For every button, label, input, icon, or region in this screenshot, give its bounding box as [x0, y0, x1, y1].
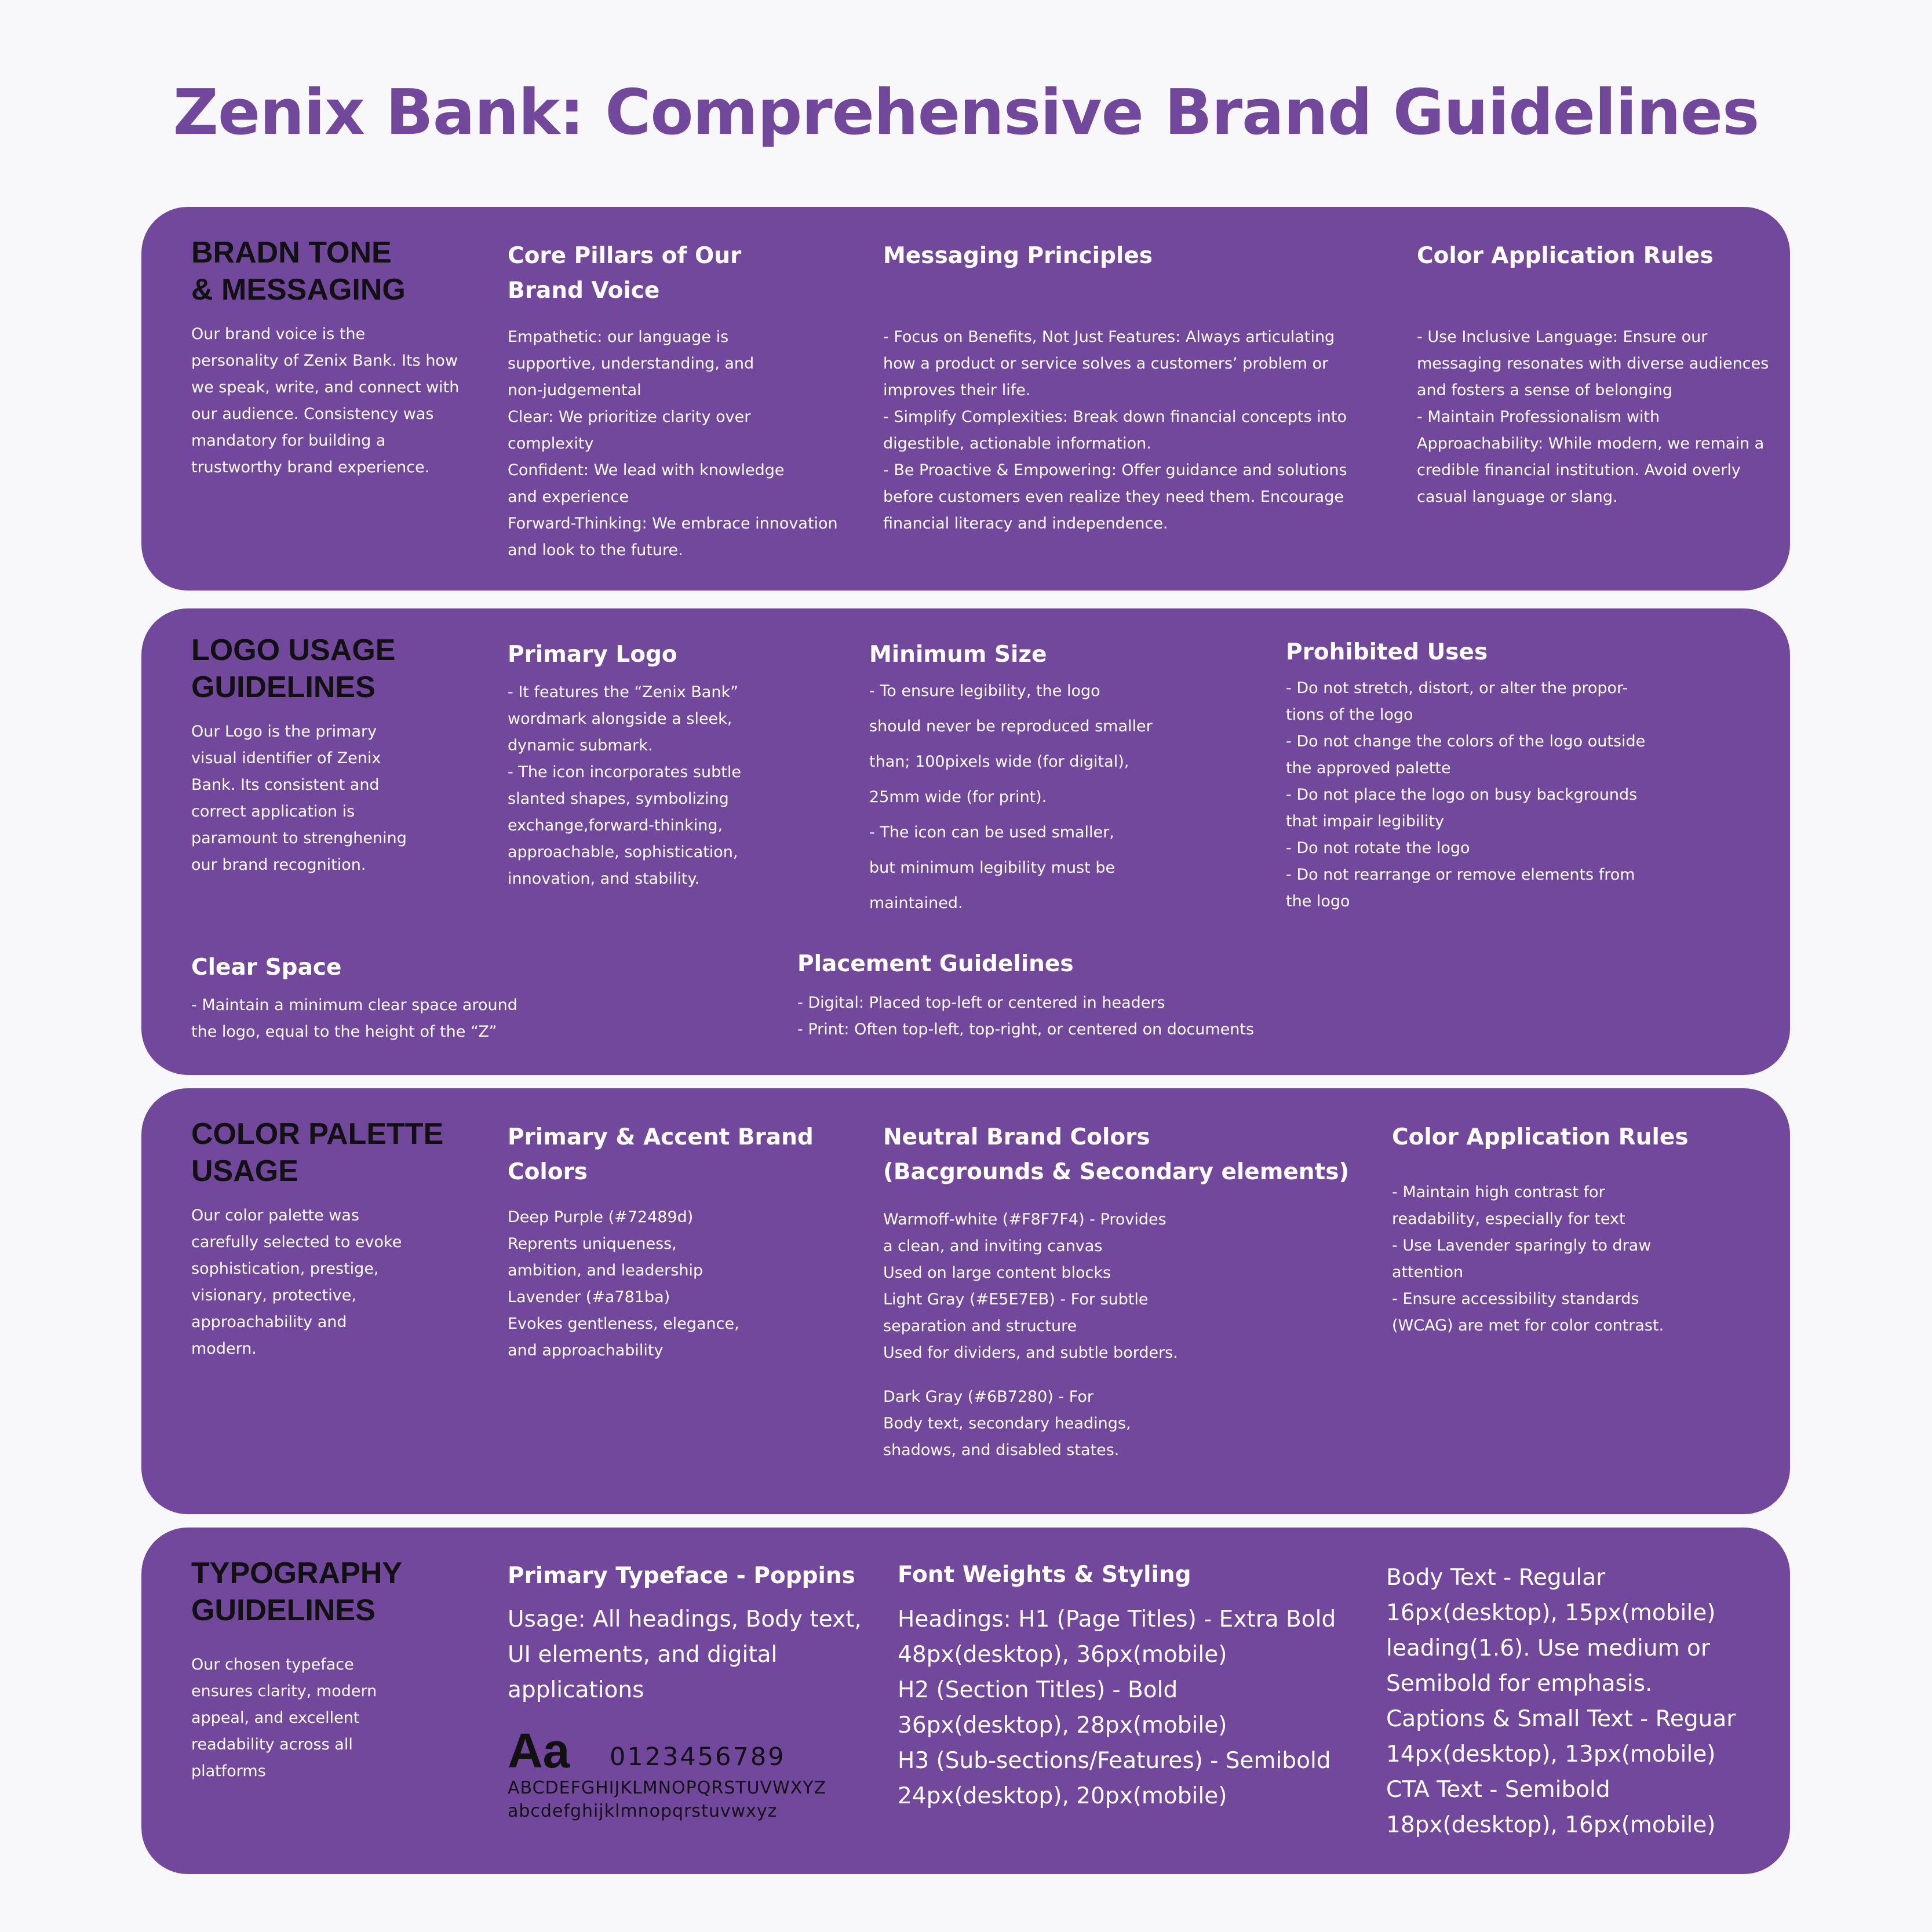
- typeface-sample-digits: 0123456789: [610, 1743, 786, 1771]
- logo-intro: Our Logo is the primary visual identifier of Zenix Bank. Its consistent and correct application is paramount to strenghening our brand recognition.: [191, 723, 407, 874]
- placement-text: - Digital: Placed top-left or centered in headers - Print: Often top-left, top-right, or centered on documents: [797, 994, 1255, 1038]
- neutral-colors-text-2: Dark Gray (#6B7280) - For Body text, secondary headings, shadows, and disabled states.: [883, 1388, 1131, 1459]
- logo-heading: LOGO USAGE GUIDELINES: [191, 633, 396, 704]
- primary-colors-heading: Primary & Accent Brand Colors: [508, 1124, 814, 1185]
- tone-rules-text: - Use Inclusive Language: Ensure our messaging resonates with diverse audiences and fosters a sense of belonging - Maintain Professionalism with Approachability: While modern, we remain a credible financial institution. Avoid overly casual language or slang.: [1417, 328, 1769, 506]
- color-intro: Our color palette was carefully selected to evoke sophistication, prestige, visionary, protective, approachability and modern.: [191, 1206, 402, 1358]
- font-weights-heading: Font Weights & Styling: [898, 1562, 1191, 1588]
- neutral-colors-heading: Neutral Brand Colors (Bacgrounds & Secondary elements): [883, 1124, 1350, 1185]
- page-title: Zenix Bank: Comprehensive Brand Guidelines: [173, 76, 1759, 149]
- typography-heading: TYPOGRAPHY GUIDELINES: [191, 1556, 403, 1627]
- typography-intro: Our chosen typeface ensures clarity, modern appeal, and excellent readability across all platforms: [191, 1656, 377, 1780]
- color-rules-heading: Color Application Rules: [1392, 1124, 1689, 1150]
- typography-panel: [141, 1528, 1790, 1874]
- prohibited-uses-text: - Do not stretch, distort, or alter the propor- tions of the logo - Do not change the colors of the logo outside the approved palette - Do not place the logo on busy backgrounds that impair legibility - Do not rotate the logo - Do not rearrange or remove elements from the logo: [1286, 679, 1646, 910]
- primary-logo-text: - It features the “Zenix Bank” wordmark alongside a sleek, dynamic submark. - The icon incorporates subtle slanted shapes, symbolizing exchange,forward-thinking, approachable, sophistication, innovation, and stability.: [508, 683, 741, 888]
- primary-typeface-heading: Primary Typeface - Poppins: [508, 1563, 855, 1589]
- typeface-sample-uppercase: ABCDEFGHIJKLMNOPQRSTUVWXYZ: [508, 1778, 827, 1798]
- minimum-size-text: - To ensure legibility, the logo should never be reproduced smaller than; 100pixels wide (for digital), 25mm wide (for print). - The icon can be used smaller, but minimum legibility must be maintained.: [869, 682, 1153, 912]
- color-heading: COLOR PALETTE USAGE: [191, 1117, 444, 1188]
- tone-rules-heading: Color Application Rules: [1417, 243, 1714, 269]
- pillars-heading: Core Pillars of Our Brand Voice: [508, 243, 742, 304]
- logo-panel: [141, 608, 1790, 1075]
- messaging-text: - Focus on Benefits, Not Just Features: Always articulating how a product or service solves a customers’ problem or improves their life. - Simplify Complexities: Break down financial concepts into digestible, actionable information. - Be Proactive & Empowering: Offer guidance and solutions before customers even realize they need them. Encourage financial literacy and independence.: [883, 328, 1347, 533]
- typeface-sample-lowercase: abcdefghijklmnopqrstuvwxyz: [508, 1801, 778, 1821]
- minimum-size-heading: Minimum Size: [869, 641, 1047, 668]
- color-rules-text: - Maintain high contrast for readability, especially for text - Use Lavender sparingly to draw attention - Ensure accessibility standards (WCAG) are met for color contrast.: [1392, 1183, 1664, 1335]
- font-weights-text: Headings: H1 (Page Titles) - Extra Bold 48px(desktop), 36px(mobile) H2 (Section Titles) - Bold 36px(desktop), 28px(mobile) H3 (Sub-sections/Features) - Semibold 24px(desktop), 20px(mobile): [898, 1606, 1336, 1809]
- clear-space-text: - Maintain a minimum clear space around the logo, equal to the height of the “Z”: [191, 996, 517, 1041]
- clear-space-heading: Clear Space: [191, 954, 342, 980]
- primary-logo-heading: Primary Logo: [508, 641, 677, 668]
- primary-typeface-text: Usage: All headings, Body text, UI elements, and digital applications: [508, 1606, 862, 1703]
- messaging-heading: Messaging Principles: [883, 243, 1153, 269]
- typeface-sample-aa: Aa: [508, 1723, 570, 1778]
- color-panel: [141, 1088, 1790, 1514]
- prohibited-uses-heading: Prohibited Uses: [1286, 639, 1488, 665]
- pillars-text: Empathetic: our language is supportive, understanding, and non-judgemental Clear: We prioritize clarity over complexity Confident: We lead with knowledge and experience Forward-Thinking: We embrace innovation and look to the future.: [508, 328, 838, 559]
- body-text-specs: Body Text - Regular 16px(desktop), 15px(mobile) leading(1.6). Use medium or Semibold for emphasis. Captions & Small Text - Reguar 14px(desktop), 13px(mobile) CTA Text - Semibold 18px(desktop), 16px(mobile): [1386, 1565, 1736, 1838]
- primary-colors-text: Deep Purple (#72489d) Reprents uniqueness, ambition, and leadership Lavender (#a781ba) Evokes gentleness, elegance, and approachability: [508, 1208, 739, 1359]
- tone-heading: BRADN TONE & MESSAGING: [191, 236, 406, 307]
- tone-intro: Our brand voice is the personality of Zenix Bank. Its how we speak, write, and connect with our audience. Consistency was mandatory for building a trustworthy brand experience.: [191, 325, 460, 476]
- placement-heading: Placement Guidelines: [797, 951, 1074, 977]
- tone-panel: [141, 207, 1790, 590]
- neutral-colors-text: Warmoff-white (#F8F7F4) - Provides a clean, and inviting canvas Used on large content blocks Light Gray (#E5E7EB) - For subtle separation and structure Used for dividers, and subtle borders.: [883, 1211, 1178, 1362]
